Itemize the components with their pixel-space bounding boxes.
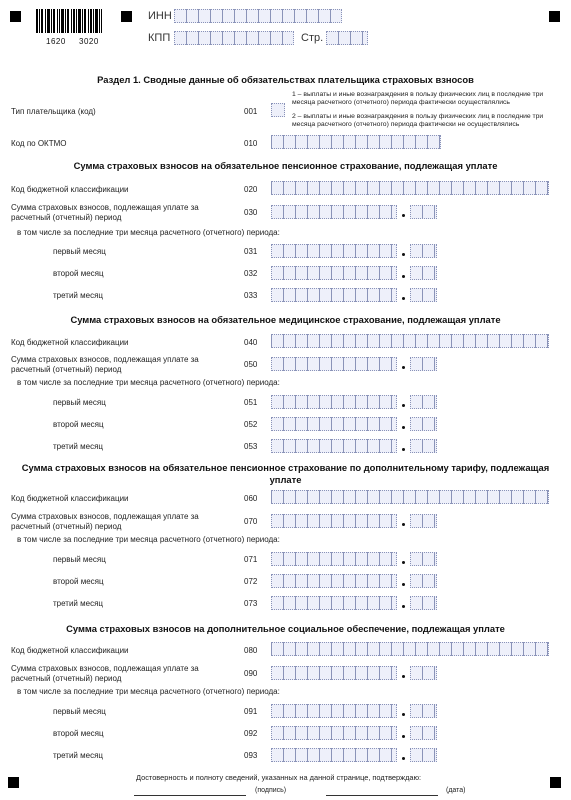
sum-rubles-field[interactable] [271,357,397,371]
line-code: 073 [244,599,258,608]
sum-rubles-field[interactable] [271,574,397,588]
sum-label: Сумма страховых взносов, подлежащая уплате за расчетный (отчетный) период [11,512,199,531]
section-social-security-title: Сумма страховых взносов на дополнительное социальное обеспечение, подлежащая уплате [66,623,505,634]
payer-type-label: Тип плательщика (код) [11,107,96,116]
kbk-field[interactable] [271,334,549,348]
kbk-label: Код бюджетной классификации [11,338,129,347]
decimal-point [402,583,405,586]
payer-type-code: 001 [244,107,258,116]
sum-rubles-field[interactable] [271,596,397,610]
decimal-point [402,275,405,278]
line-code: 040 [244,338,258,347]
sum-kopecks-field[interactable] [410,666,437,680]
line-code: 071 [244,555,258,564]
line-code: 032 [244,269,258,278]
inn-field[interactable] [174,9,342,23]
kbk-field[interactable] [271,490,549,504]
sum-kopecks-field[interactable] [410,704,437,718]
sum-kopecks-field[interactable] [410,417,437,431]
month-label: первый месяц [53,555,106,564]
corner-marker [121,11,132,22]
line-code: 020 [244,185,258,194]
corner-marker [550,777,561,788]
sum-kopecks-field[interactable] [410,357,437,371]
line-code: 080 [244,646,258,655]
line-code: 051 [244,398,258,407]
sum-rubles-field[interactable] [271,704,397,718]
month-label: третий месяц [53,599,103,608]
sum-rubles-field[interactable] [271,514,397,528]
inn-label: ИНН [148,10,172,22]
kbk-label: Код бюджетной классификации [11,494,129,503]
line-code: 033 [244,291,258,300]
sum-rubles-field[interactable] [271,205,397,219]
payer-type-field[interactable] [271,103,285,117]
page-number-field[interactable] [326,31,368,45]
payer-type-note-2: 2 – выплаты и иные вознаграждения в пользу физических лиц в последние три месяца расчетного (отчетного) периода фактически не осуществлялись [292,113,544,129]
sum-rubles-field[interactable] [271,266,397,280]
sum-kopecks-field[interactable] [410,574,437,588]
decimal-point [402,713,405,716]
sum-kopecks-field[interactable] [410,552,437,566]
date-line[interactable] [326,795,438,796]
line-code: 092 [244,729,258,738]
sum-kopecks-field[interactable] [410,244,437,258]
sum-rubles-field[interactable] [271,726,397,740]
including-label: в том числе за последние три месяца расчетного (отчетного) периода: [17,687,280,696]
barcode-number-right: 3020 [79,37,99,46]
month-label: первый месяц [53,398,106,407]
sum-rubles-field[interactable] [271,439,397,453]
sum-rubles-field[interactable] [271,395,397,409]
decimal-point [402,366,405,369]
corner-marker [10,11,21,22]
decimal-point [402,523,405,526]
kpp-label: КПП [148,32,171,44]
sum-kopecks-field[interactable] [410,266,437,280]
month-label: первый месяц [53,707,106,716]
decimal-point [402,448,405,451]
sum-kopecks-field[interactable] [410,205,437,219]
sum-label: Сумма страховых взносов, подлежащая уплате за расчетный (отчетный) период [11,664,199,683]
decimal-point [402,561,405,564]
sum-label: Сумма страховых взносов, подлежащая уплате за расчетный (отчетный) период [11,355,199,374]
kbk-label: Код бюджетной классификации [11,185,129,194]
oktmo-label: Код по ОКТМО [11,139,67,148]
decimal-point [402,297,405,300]
section-additional-tariff-title-cont: уплате [269,474,302,485]
decimal-point [402,214,405,217]
month-label: первый месяц [53,247,106,256]
decimal-point [402,757,405,760]
month-label: третий месяц [53,291,103,300]
line-code: 030 [244,208,258,217]
decimal-point [402,404,405,407]
oktmo-field[interactable] [271,135,441,149]
line-code: 093 [244,751,258,760]
sum-kopecks-field[interactable] [410,439,437,453]
line-code: 031 [244,247,258,256]
oktmo-code: 010 [244,139,258,148]
confirmation-text: Достоверность и полноту сведений, указанных на данной странице, подтверждаю: [136,773,422,782]
section-medical-title: Сумма страховых взносов на обязательное медицинское страхование, подлежащая уплате [70,314,501,325]
kbk-field[interactable] [271,642,549,656]
sum-rubles-field[interactable] [271,417,397,431]
including-label: в том числе за последние три месяца расчетного (отчетного) периода: [17,228,280,237]
line-code: 091 [244,707,258,716]
barcode-number-left: 1620 [46,37,66,46]
section-title: Раздел 1. Сводные данные об обязательствах плательщика страховых взносов [97,74,474,85]
sum-kopecks-field[interactable] [410,514,437,528]
sum-kopecks-field[interactable] [410,726,437,740]
sum-rubles-field[interactable] [271,666,397,680]
month-label: второй месяц [53,269,104,278]
line-code: 070 [244,517,258,526]
decimal-point [402,675,405,678]
section-additional-tariff-title: Сумма страховых взносов на обязательное пенсионное страхование по дополнительному тарифу, подлежащая [21,462,550,473]
corner-marker [8,777,19,788]
month-label: второй месяц [53,420,104,429]
signature-line[interactable] [134,795,246,796]
decimal-point [402,426,405,429]
month-label: третий месяц [53,751,103,760]
kbk-label: Код бюджетной классификации [11,646,129,655]
section-pension-title: Сумма страховых взносов на обязательное пенсионное страхование, подлежащая уплате [73,160,498,171]
sum-kopecks-field[interactable] [410,596,437,610]
decimal-point [402,253,405,256]
sum-kopecks-field[interactable] [410,395,437,409]
sum-kopecks-field[interactable] [410,288,437,302]
including-label: в том числе за последние три месяца расчетного (отчетного) периода: [17,378,280,387]
page-label: Стр. [301,32,324,44]
decimal-point [402,605,405,608]
sum-kopecks-field[interactable] [410,748,437,762]
date-caption: (дата) [446,787,466,794]
barcode [36,9,102,33]
line-code: 050 [244,360,258,369]
sum-rubles-field[interactable] [271,552,397,566]
including-label: в том числе за последние три месяца расчетного (отчетного) периода: [17,535,280,544]
month-label: второй месяц [53,729,104,738]
month-label: второй месяц [53,577,104,586]
line-code: 060 [244,494,258,503]
sum-label: Сумма страховых взносов, подлежащая уплате за расчетный (отчетный) период [11,203,199,222]
sum-rubles-field[interactable] [271,288,397,302]
sum-rubles-field[interactable] [271,748,397,762]
signature-caption: (подпись) [255,787,287,794]
line-code: 052 [244,420,258,429]
line-code: 090 [244,669,258,678]
month-label: третий месяц [53,442,103,451]
sum-rubles-field[interactable] [271,244,397,258]
kbk-field[interactable] [271,181,549,195]
line-code: 053 [244,442,258,451]
kpp-field[interactable] [174,31,294,45]
line-code: 072 [244,577,258,586]
corner-marker [549,11,560,22]
decimal-point [402,735,405,738]
payer-type-note-1: 1 – выплаты и иные вознаграждения в пользу физических лиц в последние три месяца расчетного (отчетного) периода фактически осуществлялись [292,91,544,107]
